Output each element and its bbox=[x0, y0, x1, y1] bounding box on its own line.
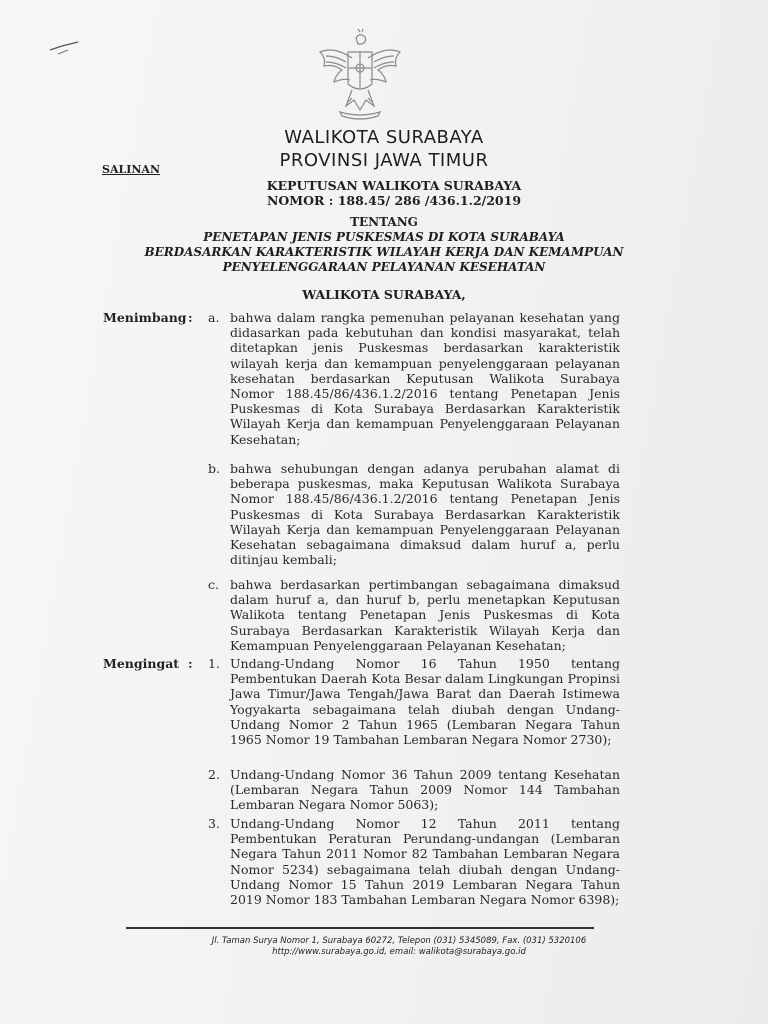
item-text: bahwa berdasarkan pertimbangan sebagaimana dimaksud dalam huruf a, dan huruf b, perlu menetapkan Keputusan Walikota tentang Penetapan Jenis Puskesmas di Kota Surabaya Berdasarkan Karakteristik Wilayah Kerja dan Kemampuan Penyelenggaraan Pelayanan Kesehatan; bbox=[230, 577, 620, 653]
item-marker: 3. bbox=[208, 816, 220, 831]
item-text: bahwa sehubungan dengan adanya perubahan alamat di beberapa puskesmas, maka Keputusan Walikota Surabaya Nomor 188.45/86/436.1.2/2016 tentang Penetapan Jenis Puskesmas di Kota Surabaya Berdasarkan Karakteristik Wilayah Kerja dan kemampuan Penyelenggaraan Pelayanan Kesehatan sebagaimana dimaksud dalam huruf a, perlu ditinjau kembali; bbox=[230, 461, 620, 568]
footer-web: http://www.surabaya.go.id, email: walikota@surabaya.go.id bbox=[272, 947, 526, 957]
mengingat-item bbox=[208, 656, 620, 747]
item-marker: a. bbox=[208, 310, 220, 325]
issuer-title: WALIKOTA SURABAYA bbox=[284, 127, 484, 148]
item-marker: c. bbox=[208, 577, 219, 592]
subject-line-3: PENYELENGGARAAN PELAYANAN KESEHATAN bbox=[222, 260, 546, 274]
subject-line-1: PENETAPAN JENIS PUSKESMAS DI KOTA SURABAYA bbox=[203, 230, 565, 244]
menimbang-item bbox=[208, 577, 620, 653]
menimbang-item bbox=[208, 461, 620, 567]
item-marker: b. bbox=[208, 461, 220, 476]
item-text: Undang-Undang Nomor 12 Tahun 2011 tentang Pembentukan Peraturan Perundang-undangan (Lembaran Negara Tahun 2011 Nomor 82 Tambahan Lembaran Negara Nomor 5234) sebagaimana telah diubah dengan Undang-Undang Nomor 15 Tahun 2019 Lembaran Negara Tahun 2019 Nomor 183 Tambahan Lembaran Negara Nomor 6398); bbox=[230, 816, 620, 908]
authority-heading: WALIKOTA SURABAYA, bbox=[302, 287, 466, 302]
footer-address: Jl. Taman Surya Nomor 1, Surabaya 60272, Telepon (031) 5345089, Fax. (031) 5320106 bbox=[211, 936, 587, 946]
scratch-mark bbox=[48, 38, 82, 58]
menimbang-label: Menimbang bbox=[103, 310, 187, 325]
item-text: Undang-Undang Nomor 16 Tahun 1950 tentang Pembentukan Daerah Kota Besar dalam Lingkungan Propinsi Jawa Timur/Jawa Tengah/Jawa Barat dan Daerah Istimewa Yogyakarta sebagaimana telah diubah dengan Undang-Undang Nomor 2 Tahun 1965 (Lembaran Negara Tahun 1965 Nomor 19 Tambahan Lembaran Negara Nomor 2730); bbox=[230, 656, 620, 748]
garuda-emblem-icon bbox=[312, 28, 408, 124]
subject-line-2: BERDASARKAN KARAKTERISTIK WILAYAH KERJA DAN KEMAMPUAN bbox=[144, 245, 624, 259]
menimbang-colon: : bbox=[188, 310, 193, 325]
decree-title: KEPUTUSAN WALIKOTA SURABAYA bbox=[266, 178, 522, 193]
footer-rule bbox=[126, 927, 594, 929]
mengingat-item bbox=[208, 767, 620, 813]
item-marker: 1. bbox=[208, 656, 220, 671]
tentang-heading: TENTANG bbox=[350, 215, 418, 229]
menimbang-item bbox=[208, 310, 620, 447]
salinan-label: SALINAN bbox=[102, 163, 161, 176]
decree-number: NOMOR : 188.45/ 286 /436.1.2/2019 bbox=[266, 193, 522, 208]
mengingat-colon: : bbox=[188, 656, 193, 671]
item-marker: 2. bbox=[208, 767, 220, 782]
mengingat-label: Mengingat bbox=[103, 656, 180, 671]
mengingat-item bbox=[208, 816, 620, 907]
item-text: bahwa dalam rangka pemenuhan pelayanan kesehatan yang didasarkan pada kebutuhan dan kondisi masyarakat, telah ditetapkan jenis Puskesmas berdasarkan karakteristik wilayah kerja dan kemampuan penyelenggaraan pelayanan kesehatan berdasarkan Keputusan Walikota Surabaya Nomor 188.45/86/436.1.2/2016 tentang Penetapan Jenis Puskesmas di Kota Surabaya Berdasarkan Karakteristik Wilayah Kerja dan kemampuan Penyelenggaraan Pelayanan Kesehatan; bbox=[230, 310, 620, 447]
item-text: Undang-Undang Nomor 36 Tahun 2009 tentang Kesehatan (Lembaran Negara Tahun 2009 Nomor 144 Tambahan Lembaran Negara Nomor 5063); bbox=[230, 767, 620, 813]
issuer-province: PROVINSI JAWA TIMUR bbox=[279, 150, 489, 171]
